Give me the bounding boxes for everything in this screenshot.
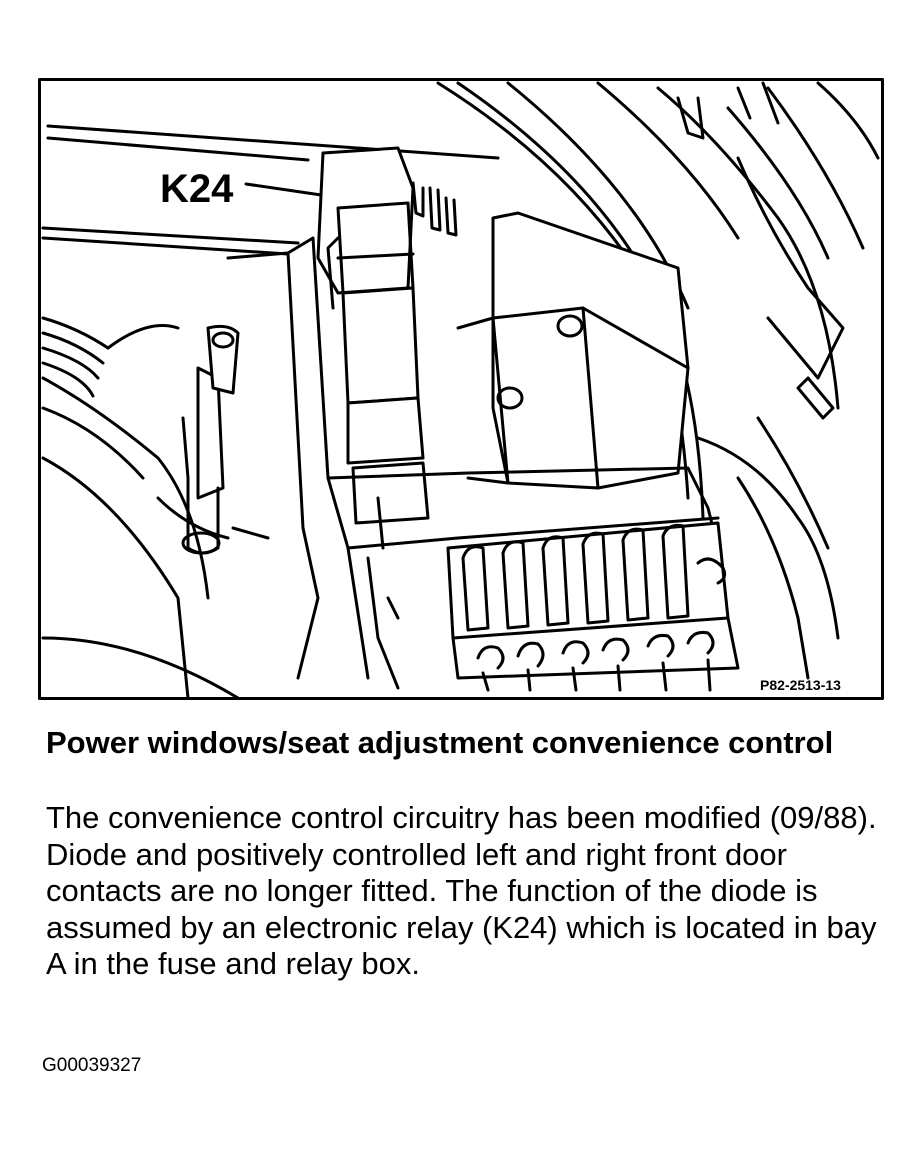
document-id: G00039327 — [42, 1055, 142, 1076]
description-text: The convenience control circuitry has been modified (09/88). Diode and positively controlled left and right front door contacts are no longer fitted. The function of the diode is assumed by an electronic relay (K24) which is located in bay A in the fuse and relay box. — [46, 800, 877, 981]
relay-box-illustration — [38, 78, 884, 700]
left-components — [43, 318, 268, 698]
large-relay-module — [458, 213, 688, 488]
k24-leader-line — [246, 184, 328, 196]
fuse-row — [448, 523, 738, 690]
relay-k24 — [318, 148, 428, 523]
k24-label: K24 — [160, 167, 234, 211]
connector-pins — [413, 183, 456, 235]
section-heading: Power windows/seat adjustment convenience control — [46, 725, 834, 760]
figure-code: P82-2513-13 — [760, 677, 841, 693]
